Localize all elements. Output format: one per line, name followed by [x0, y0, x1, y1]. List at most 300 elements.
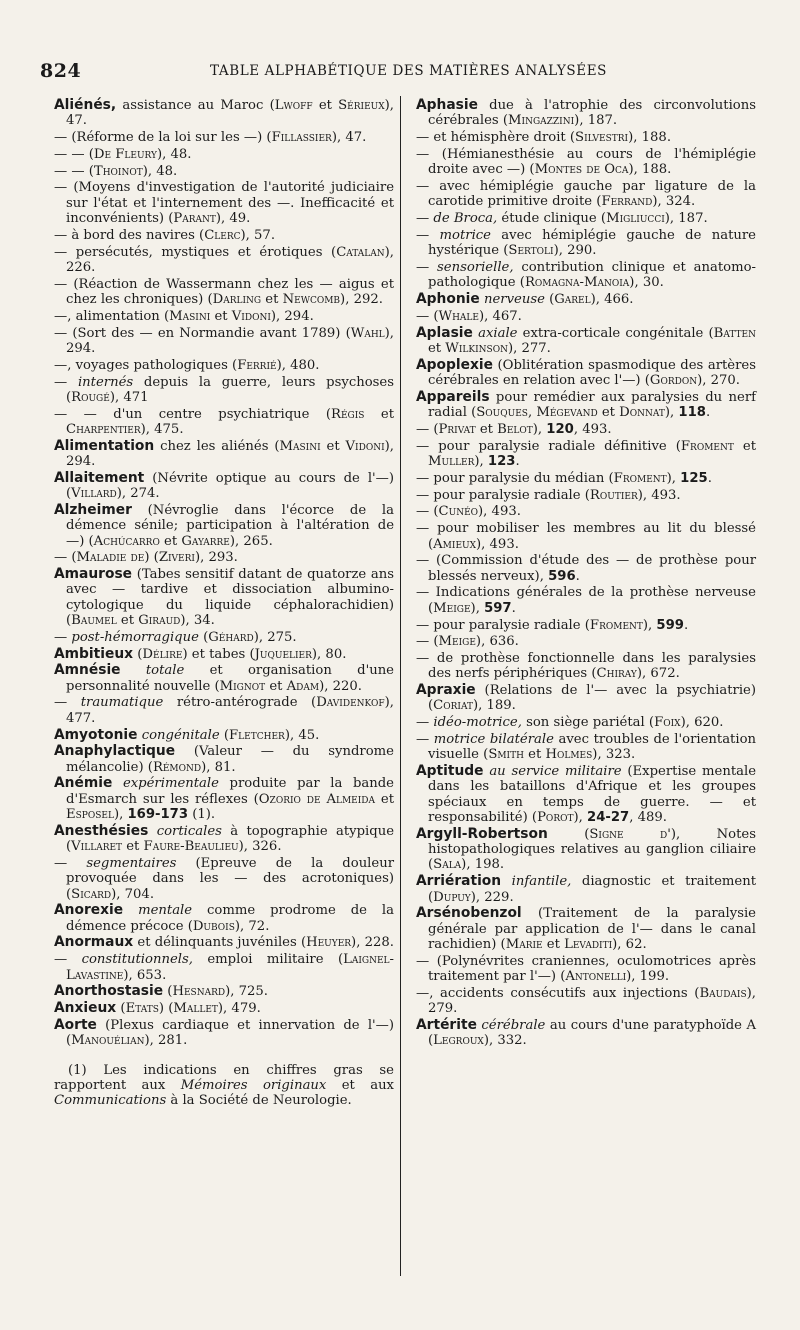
entry-headword: Amnésie	[54, 662, 121, 679]
entry-text: ),	[664, 405, 679, 421]
entry-text: ), 672.	[636, 666, 680, 682]
entry-text: ), 466.	[590, 292, 634, 308]
entry-headword: Allaitement	[54, 469, 145, 486]
entry-text: (	[163, 984, 173, 1000]
entry-text: ), 220.	[319, 678, 362, 694]
entry-text: 118	[678, 405, 706, 421]
entry-text: Juquelier	[254, 646, 312, 662]
entry-text: Fillassier	[271, 130, 332, 146]
entry-text: (	[198, 629, 209, 645]
entry-text: Dupuy	[433, 889, 471, 905]
entry-text: Rougé	[71, 389, 110, 405]
entry-text: ), 198.	[461, 857, 505, 873]
index-entry	[54, 567, 394, 628]
entry-text: Délire	[142, 646, 183, 662]
entry-headword: Apraxie	[416, 682, 476, 699]
entry-text: , 493.	[573, 421, 612, 437]
entry-text: (Valeur — du syndrome mélancolie) (	[66, 744, 394, 775]
right-column	[416, 98, 756, 1050]
index-entry	[416, 906, 756, 952]
entry-text: ), 653.	[123, 967, 167, 983]
entry-text: ), 636.	[475, 634, 519, 650]
entry-text: Froment	[680, 438, 734, 454]
entry-text: ), 332.	[483, 1033, 527, 1049]
index-entry	[416, 422, 756, 437]
entry-text: —, alimentation (	[54, 308, 170, 324]
entry-headword: Alimentation	[54, 437, 155, 454]
index-entry	[416, 504, 756, 519]
entry-text: Chiray	[596, 666, 637, 682]
entry-text: 599	[656, 617, 684, 633]
entry-text: Baumel	[71, 613, 117, 628]
entry-text: Migliucci	[606, 211, 665, 227]
entry-text: ), 187.	[664, 211, 708, 227]
index-entry	[54, 856, 394, 902]
index-entry	[416, 147, 756, 178]
entry-text: ), 323.	[592, 747, 636, 763]
entry-text: — à bord des navires (	[54, 227, 205, 243]
entry-text: Géhard	[208, 629, 254, 645]
entry-text: Newcomb	[282, 292, 341, 308]
entry-text: axiale	[478, 325, 518, 341]
entry-text: — (Moyens d'investigation de l'autorité judiciaire sur l'état et l'internement des —. Inefficacité et inconvénients) (	[54, 180, 394, 227]
entry-text: —	[54, 855, 87, 871]
entry-headword: Amaurose	[54, 566, 133, 583]
entry-headword: Anormaux	[54, 934, 134, 951]
entry-text	[121, 663, 146, 678]
entry-text: ) (	[158, 1001, 174, 1017]
entry-text: — pour paralysie radiale (	[416, 617, 590, 633]
entry-text: (	[544, 292, 555, 308]
entry-headword: Artérite	[416, 1016, 477, 1033]
entry-text: Mémoires originaux	[180, 1077, 327, 1093]
entry-text: .	[575, 568, 580, 584]
entry-text: Baudais	[699, 985, 747, 1001]
entry-text: Batten	[713, 325, 756, 341]
entry-text: ,	[527, 405, 537, 421]
index-entry	[54, 984, 394, 999]
entry-text: Heuyer	[306, 935, 352, 951]
entry-text: et	[475, 421, 498, 437]
entry-text: 120	[546, 421, 574, 437]
entry-text: depuis la guerre, leurs psychoses (	[66, 374, 394, 405]
entry-headword: Anaphylactique	[54, 743, 176, 760]
entry-text: cérébrale	[481, 1017, 546, 1033]
entry-text: ), 279.	[428, 985, 756, 1017]
entry-text: et aux	[326, 1077, 394, 1093]
right-entries	[416, 98, 756, 1049]
entry-text: ), 294.	[66, 325, 394, 356]
entry-text: traumatique	[80, 695, 164, 711]
entry-text: nerveuse	[483, 292, 545, 308]
index-entry	[416, 634, 756, 649]
index-entry	[54, 744, 394, 775]
entry-text: ), 480.	[276, 357, 320, 373]
index-entry	[416, 390, 756, 421]
entry-text: Maladie de	[76, 550, 145, 566]
index-entry	[416, 211, 756, 226]
entry-text: ), 57.	[240, 227, 276, 243]
entry-text: ), 281.	[144, 1033, 188, 1049]
entry-text: .	[707, 470, 712, 486]
index-entry	[416, 954, 756, 985]
entry-text: — persécutés, mystiques et érotiques (	[54, 244, 337, 260]
entry-text: Charpentier	[66, 421, 141, 437]
entry-text: Laignel-Lavastine	[66, 952, 394, 983]
entry-text: (	[133, 646, 143, 662]
index-entry	[416, 585, 756, 616]
entry-headword: Aptitude	[416, 763, 484, 780]
entry-text: et	[523, 747, 546, 763]
entry-text: —	[54, 629, 72, 645]
entry-text: ) (	[144, 550, 159, 566]
entry-text: ), 229.	[470, 889, 514, 905]
entry-text: Sérieux	[338, 98, 385, 113]
entry-text: emploi militaire (	[192, 952, 344, 968]
entry-text: — (Sort des — en Normandie avant 1789) (	[54, 325, 351, 341]
column-divider	[400, 96, 401, 1276]
entry-headword: Aorte	[54, 1016, 97, 1033]
entry-text: rétro-antérograde (	[163, 695, 317, 711]
entry-text: Routier	[589, 487, 638, 503]
entry-headword: Anorexie	[54, 902, 124, 919]
index-entry	[54, 147, 394, 162]
index-entry	[416, 874, 756, 905]
entry-text: ), 290.	[553, 243, 597, 259]
entry-text: et	[116, 613, 139, 628]
entry-text: (Traitement de la paralysie générale par application de l'— dans le canal rachidien) (	[428, 906, 756, 952]
entry-text: (	[116, 1001, 126, 1017]
entry-text: (Névroglie dans l'écorce de la démence sénile; participation à l'altération de —) (	[66, 502, 394, 549]
index-entry	[416, 130, 756, 145]
entry-text: — — d'un centre psychiatrique (	[54, 406, 332, 422]
index-entry	[54, 180, 394, 226]
index-entry	[416, 488, 756, 503]
entry-text: Ozorio de Almeida	[258, 791, 376, 807]
index-entry	[416, 228, 756, 259]
index-entry	[54, 728, 394, 743]
entry-text: ), 265.	[229, 533, 273, 549]
entry-text: — avec hémiplégie gauche par ligature de la carotide primitive droite (	[416, 178, 756, 210]
entry-text: Achúcarro	[93, 533, 160, 549]
entry-headword: Anxieux	[54, 1000, 117, 1017]
entry-text: ), 324.	[652, 194, 696, 210]
index-entry	[416, 326, 756, 357]
index-entry	[54, 935, 394, 950]
index-entry	[54, 309, 394, 324]
entry-text: ), 477.	[66, 695, 394, 726]
entry-text: infantile,	[511, 874, 572, 890]
entry-text: ),	[470, 600, 485, 616]
entry-text: — (	[416, 634, 439, 650]
entry-headword: Alzheimer	[54, 501, 132, 518]
index-entry	[54, 550, 394, 565]
entry-text: Belot	[497, 421, 533, 437]
index-entry	[416, 521, 756, 552]
entry-text: ), 277.	[507, 340, 551, 356]
index-entry	[54, 439, 394, 470]
entry-text: .	[511, 600, 516, 616]
index-entry	[416, 764, 756, 825]
entry-text: — (Commission d'étude des — de prothèse pour blessés nerveux),	[416, 553, 756, 584]
entry-text: Masini	[169, 308, 211, 324]
entry-text: (Epreuve de la douleur provoquée dans les — des acrotoniques) (	[66, 855, 395, 902]
entry-text: Clerc	[204, 227, 241, 243]
entry-text: — de prothèse fonctionnelle dans les paralysies des nerfs périphériques (	[416, 651, 756, 682]
entry-text: mentale	[138, 903, 193, 919]
index-entry	[54, 245, 394, 276]
entry-text: ), 326.	[238, 839, 282, 855]
entry-text: Smith	[488, 747, 524, 763]
entry-text: ), 45.	[284, 727, 320, 743]
entry-text: de Broca,	[433, 211, 498, 227]
entry-text: (	[547, 826, 590, 842]
entry-text: au service militaire	[489, 764, 622, 780]
entry-headword: Aphonie	[416, 291, 480, 308]
entry-text: — — (	[54, 163, 94, 179]
entry-text: (	[219, 727, 230, 743]
entry-text: — Indications générales de la prothèse nerveuse (	[416, 585, 756, 616]
entry-text: ), 493.	[637, 487, 681, 503]
entry-text: ), 34.	[180, 613, 215, 628]
entry-text: ), 493.	[478, 504, 521, 520]
entry-text: et délinquants juvéniles (	[133, 935, 307, 951]
entry-text: post-hémorragique	[71, 629, 199, 645]
entry-text: et	[375, 791, 394, 807]
entry-text: due à l'atrophie des circonvolutions cérébrales (	[428, 98, 756, 129]
entry-text: — (Réaction de Wassermann chez les — aigus et chez les chroniques) (	[54, 276, 394, 308]
index-entry	[416, 683, 756, 714]
entry-text: —	[416, 715, 434, 731]
entry-text: Ziveri	[158, 550, 195, 566]
entry-text: ),	[573, 810, 588, 826]
entry-text: .	[705, 405, 711, 421]
entry-text: et	[320, 438, 346, 454]
entry-text: idéo-motrice,	[433, 715, 522, 731]
entry-text: Legroux	[433, 1033, 484, 1049]
footnote	[54, 1063, 394, 1109]
entry-text: Davidenkof	[316, 695, 385, 711]
entry-text: congénitale	[141, 727, 220, 743]
entry-text: motrice bilatérale	[433, 732, 554, 748]
index-entry	[416, 309, 756, 324]
entry-headword: Aphasie	[416, 97, 478, 113]
entry-text: Cunéo	[438, 504, 479, 520]
entry-text: Privat	[438, 421, 476, 437]
entry-text: Régis	[331, 406, 365, 422]
entry-text: ),	[642, 617, 657, 633]
entry-text: —	[54, 952, 82, 968]
entry-text: Donnat	[619, 405, 665, 421]
entry-text: sensorielle,	[437, 259, 514, 275]
entry-text	[501, 874, 512, 889]
entry-text: .	[515, 454, 520, 470]
entry-text: ), 48.	[142, 163, 178, 179]
entry-text: et	[122, 839, 144, 855]
entry-text: — (Hémianesthésie au cours de l'hémiplégie droite avec —) (	[416, 146, 756, 178]
entry-text: ), 188.	[628, 130, 672, 146]
entry-text: (Plexus cardiaque et innervation de l'—) (	[66, 1017, 394, 1049]
entry-text: Amieux	[433, 536, 477, 552]
entry-text: Communications	[54, 1093, 167, 1109]
index-entry	[416, 292, 756, 307]
entry-text: —	[416, 227, 440, 243]
entry-text: produite par la bande d'Esmarch sur les réflexes (	[66, 776, 394, 807]
entry-text: .	[683, 617, 689, 633]
entry-text: Froment	[589, 617, 643, 633]
index-entry	[54, 663, 394, 694]
entry-text: Antonelli	[565, 969, 627, 985]
index-entry	[416, 358, 756, 389]
entry-text: ), 48.	[156, 146, 192, 162]
entry-text: ), Notes histopathologiques relatives au ganglion ciliaire (	[428, 826, 756, 873]
entry-text: totale	[145, 663, 185, 679]
entry-headword: Anorthostasie	[54, 983, 164, 1000]
entry-text: De Fleury	[93, 146, 157, 162]
entry-headword: Apoplexie	[416, 356, 493, 373]
entry-text: —	[54, 374, 78, 390]
entry-text: —	[416, 259, 437, 275]
entry-text: , 489.	[629, 810, 667, 826]
entry-text: et organisation d'une personnalité nouvelle (	[66, 663, 394, 694]
entry-text: Wilkinson	[445, 340, 508, 356]
entry-text: motrice	[439, 227, 491, 243]
index-entry	[54, 824, 394, 855]
entry-text: Garel	[554, 292, 591, 308]
entry-text: internés	[77, 374, 134, 390]
entry-headword: Arsénobenzol	[416, 905, 522, 922]
entry-text: 24-27	[587, 810, 630, 826]
entry-text: Coriat	[433, 698, 473, 714]
entry-text: — pour paralysie radiale (	[416, 487, 590, 503]
entry-text: et	[597, 405, 620, 421]
index-entry	[54, 952, 394, 983]
entry-text: Faure-Beaulieu	[143, 839, 239, 855]
entry-text: et	[542, 936, 565, 952]
entry-text: Catalan	[336, 244, 385, 260]
entry-text: — pour paralysie du médian (	[416, 470, 614, 486]
entry-headword: Ambitieux	[54, 645, 134, 662]
entry-text: —	[416, 732, 434, 748]
entry-text	[112, 776, 123, 791]
entry-text: Meige	[433, 600, 471, 616]
index-entry	[416, 986, 756, 1017]
entry-headword: Anesthésies	[54, 822, 149, 839]
entry-text: ), 704.	[111, 886, 155, 902]
entry-text: ),	[666, 470, 681, 486]
entry-text: étude clinique (	[497, 211, 607, 227]
entry-text: 125	[680, 470, 708, 486]
entry-text: Mingazzini	[508, 113, 575, 129]
index-entry	[416, 732, 756, 763]
entry-text: Montes de Oca	[534, 162, 629, 178]
entry-text: ), 292.	[340, 292, 383, 308]
entry-text: Masini	[279, 438, 321, 454]
index-entry	[416, 651, 756, 682]
entry-text: 123	[487, 454, 516, 470]
entry-text: Rémond	[152, 759, 202, 775]
entry-text: constitutionnels,	[81, 952, 193, 968]
entry-text: —, accidents consécutifs aux injections (	[416, 985, 700, 1001]
entry-text: contribution clinique et anatomo-pathologique (	[428, 259, 756, 291]
entry-text: Signe d'	[589, 826, 671, 842]
entry-text: Sicard	[71, 886, 112, 902]
entry-text: Holmes	[545, 747, 593, 763]
entry-text: ), 493.	[476, 536, 519, 552]
entry-text: ), 72.	[234, 918, 270, 934]
entry-text: ), 475.	[140, 421, 184, 437]
index-entry	[54, 164, 394, 179]
entry-text: (1) Les indications en chiffres gras se rapportent aux	[54, 1062, 394, 1093]
entry-text: Sertoli	[508, 243, 554, 259]
entry-text: Gordon	[649, 373, 698, 389]
entry-text: ), 620.	[680, 715, 724, 731]
entry-text: ), 226.	[66, 244, 394, 275]
index-entry	[54, 471, 394, 502]
entry-text: et	[364, 406, 394, 422]
entry-headword: Aplasie	[416, 324, 473, 341]
index-entry	[54, 326, 394, 357]
entry-text: 597	[484, 600, 512, 616]
entry-text: 169-173	[127, 807, 189, 823]
entry-text: — (	[416, 308, 439, 324]
index-entry	[416, 98, 756, 129]
entry-text: et	[312, 98, 339, 113]
index-entry	[54, 1018, 394, 1049]
entry-text: Whale	[438, 308, 479, 324]
entry-text: ), 274.	[116, 486, 160, 502]
entry-text: Villaret	[71, 839, 123, 855]
entry-text: ), 479.	[217, 1001, 261, 1017]
entry-text: diagnostic et traitement (	[428, 874, 756, 905]
entry-text: — pour mobiliser les membres au lit du blessé (	[416, 521, 756, 552]
entry-text: ), 725.	[225, 984, 268, 1000]
index-entry	[54, 647, 394, 662]
entry-text: ), 275.	[253, 629, 297, 645]
index-entry	[54, 228, 394, 243]
page-number: 824	[40, 60, 82, 82]
entry-text: —, voyages pathologiques (	[54, 357, 238, 373]
entry-text: ), 228.	[351, 935, 394, 951]
entry-text: Souques	[476, 405, 528, 421]
entry-text: — (	[54, 550, 77, 566]
entry-text: son siège pariétal (	[521, 715, 655, 731]
entry-text: Giraud	[138, 613, 181, 628]
entry-text: ), 49.	[215, 211, 251, 227]
entry-text: — (Réforme de la loi sur les —) (	[54, 130, 272, 146]
entry-text: Ferrié	[237, 357, 277, 373]
entry-headword: Arriération	[416, 873, 502, 890]
entry-text: ), 294.	[270, 308, 314, 324]
entry-text: ),	[474, 454, 488, 470]
entry-text: Manouélian	[71, 1033, 145, 1049]
entry-headword: Amyotonie	[54, 726, 138, 743]
entry-text: à la Société de Neurologie.	[166, 1093, 352, 1109]
entry-text: Etats	[125, 1001, 159, 1017]
entry-text: — — (	[54, 146, 94, 162]
entry-text: et	[261, 292, 283, 308]
entry-text: — et hémisphère droit (	[416, 130, 576, 146]
entry-text: Lwoff	[274, 98, 313, 113]
entry-text: ), 293.	[194, 550, 238, 566]
entry-text: avec troubles de l'orientation visuelle (	[428, 732, 757, 763]
entry-text	[148, 824, 156, 839]
index-entry	[416, 260, 756, 291]
index-entry	[416, 1018, 756, 1049]
entry-text: ), 62.	[612, 936, 647, 952]
entry-text: ), 189.	[472, 698, 516, 714]
index-entry	[54, 98, 394, 129]
